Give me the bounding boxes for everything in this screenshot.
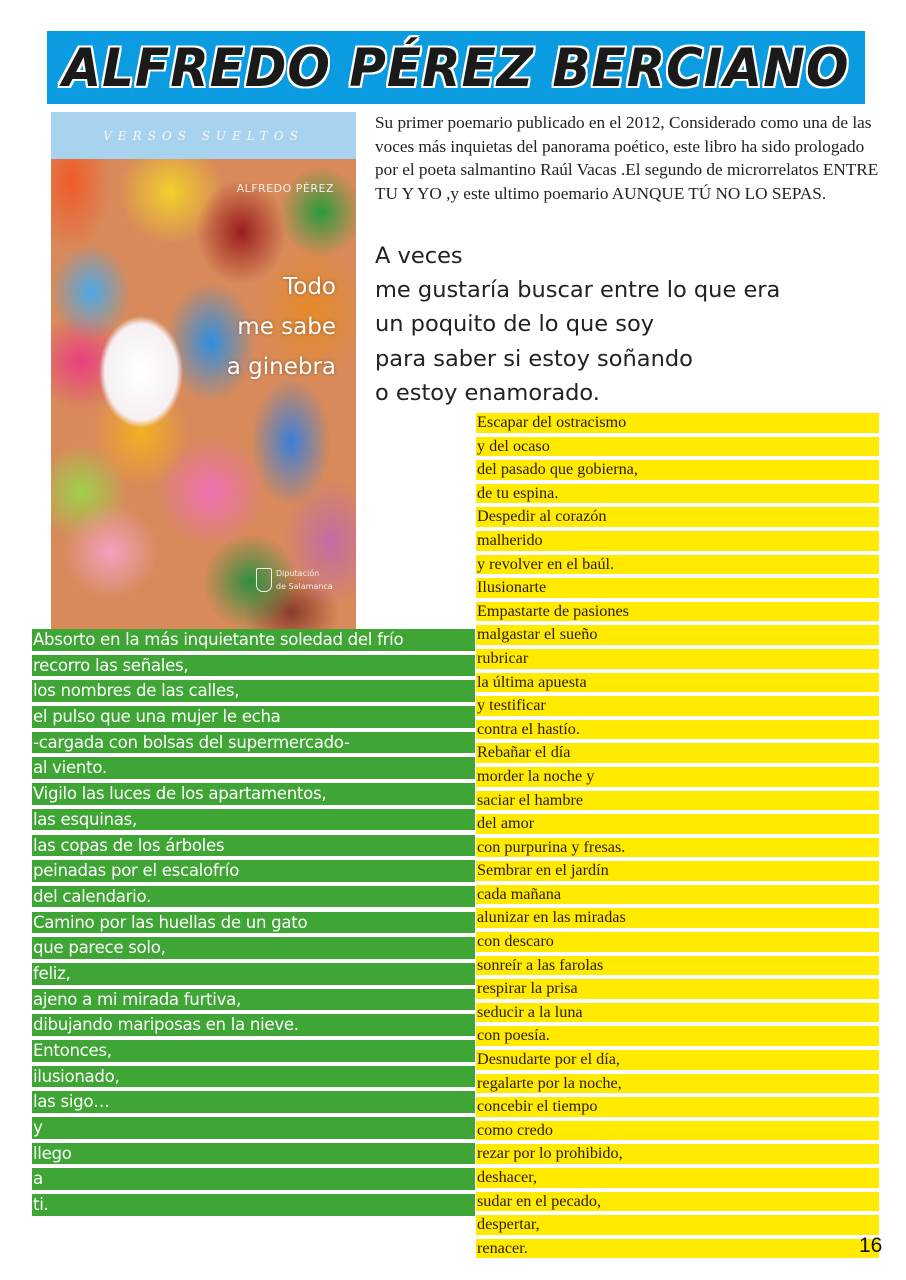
poem-line: las esquinas,: [32, 809, 475, 831]
poem-line: como credo: [476, 1121, 879, 1141]
poem-line: Desnudarte por el día,: [476, 1050, 879, 1070]
poem-line: ajeno a mi mirada furtiva,: [32, 989, 475, 1011]
poem-line: feliz,: [32, 963, 475, 985]
poem-line: de tu espina.: [476, 484, 879, 504]
poem-line: Vigilo las luces de los apartamentos,: [32, 783, 475, 805]
poem-line: peinadas por el escalofrío: [32, 860, 475, 882]
poem-line: con purpurina y fresas.: [476, 838, 879, 858]
poem-line: dibujando mariposas en la nieve.: [32, 1014, 475, 1036]
poem-line: a: [32, 1168, 475, 1190]
poem-line: que parece solo,: [32, 937, 475, 959]
poem-line: el pulso que una mujer le echa: [32, 706, 475, 728]
page-title: ALFREDO PÉREZ BERCIANO: [62, 37, 850, 98]
poem-line: los nombres de las calles,: [32, 680, 475, 702]
cover-title-line: Todo: [283, 274, 336, 300]
poem-line: y del ocaso: [476, 437, 879, 457]
poem-line: y revolver en el baúl.: [476, 555, 879, 575]
poem-line: renacer.: [476, 1239, 879, 1259]
poem-line: saciar el hambre: [476, 791, 879, 811]
poem-line: y testificar: [476, 696, 879, 716]
poem-line: con poesía.: [476, 1026, 879, 1046]
poem-line: Despedir al corazón: [476, 507, 879, 527]
poem-line: contra el hastío.: [476, 720, 879, 740]
book-cover-image: [51, 112, 356, 629]
poem-line: Camino por las huellas de un gato: [32, 912, 475, 934]
poem-line: seducir a la luna: [476, 1003, 879, 1023]
title-banner: [47, 31, 865, 104]
poem-line: las sigo…: [32, 1091, 475, 1113]
poem-line: rubricar: [476, 649, 879, 669]
poem-line: llego: [32, 1143, 475, 1165]
poem-line: regalarte por la noche,: [476, 1074, 879, 1094]
poem-line: respirar la prisa: [476, 979, 879, 999]
poem-line: las copas de los árboles: [32, 835, 475, 857]
poem-line: concebir el tiempo: [476, 1097, 879, 1117]
poem-line: Rebañar el día: [476, 743, 879, 763]
poem-line: malherido: [476, 531, 879, 551]
author-bio: Su primer poemario publicado en el 2012, Considerado como una de las voces más inquietas del panorama poético, este libro ha sido prologado por el poeta salmantino Raúl Vacas .El segundo de microrrelatos ENTRE TU Y YO ,y este ultimo poemario AUNQUE TÚ NO LO SEPAS.: [375, 113, 879, 203]
cover-author: ALFREDO PÉREZ: [236, 182, 334, 195]
poem-line: Escapar del ostracismo: [476, 413, 879, 433]
poem-line: la última apuesta: [476, 673, 879, 693]
poem-line: con descaro: [476, 932, 879, 952]
poem-line: para saber si estoy soñando: [375, 345, 693, 372]
poem-line: me gustaría buscar entre lo que era: [375, 277, 781, 304]
poem-line: Ilusionarte: [476, 578, 879, 598]
cover-publisher: [256, 567, 333, 593]
poem-line: Sembrar en el jardín: [476, 861, 879, 881]
poem-line: Entonces,: [32, 1040, 475, 1062]
yellow-poem: [476, 413, 879, 1262]
poem-line: -cargada con bolsas del supermercado-: [32, 732, 475, 754]
publisher-line: Diputación: [276, 569, 320, 578]
poem-line: ilusionado,: [32, 1066, 475, 1088]
cover-title-line: me sabe: [237, 314, 336, 340]
coat-of-arms-icon: [256, 568, 272, 592]
poem-line: ti.: [32, 1194, 475, 1216]
poem-line: Empastarte de pasiones: [476, 602, 879, 622]
poem-line: del amor: [476, 814, 879, 834]
poem-line: sudar en el pecado,: [476, 1192, 879, 1212]
cover-title-line: a ginebra: [226, 354, 336, 380]
poem-line: Absorto en la más inquietante soledad del frío: [32, 629, 475, 651]
poem-line: del pasado que gobierna,: [476, 460, 879, 480]
poem-line: malgastar el sueño: [476, 625, 879, 645]
poem-line: o estoy enamorado.: [375, 379, 600, 406]
cover-title: [227, 267, 336, 387]
poem-line: sonreír a las farolas: [476, 956, 879, 976]
green-poem: [32, 629, 475, 1220]
intro-poem: [375, 239, 875, 410]
poem-line: alunizar en las miradas: [476, 908, 879, 928]
poem-line: y: [32, 1117, 475, 1139]
cover-series-band: [51, 112, 356, 159]
poem-line: recorro las señales,: [32, 655, 475, 677]
poem-line: del calendario.: [32, 886, 475, 908]
poem-line: despertar,: [476, 1215, 879, 1235]
poem-line: morder la noche y: [476, 767, 879, 787]
poem-line: al viento.: [32, 757, 475, 779]
cover-series-label: VERSOS SUELTOS: [103, 128, 304, 143]
poem-line: A veces: [375, 243, 463, 269]
poem-line: un poquito de lo que soy: [375, 311, 655, 338]
page-number: 16: [859, 1234, 883, 1257]
publisher-line: de Salamanca: [276, 582, 333, 591]
poem-line: deshacer,: [476, 1168, 879, 1188]
poem-line: cada mañana: [476, 885, 879, 905]
poem-line: rezar por lo prohibido,: [476, 1144, 879, 1164]
